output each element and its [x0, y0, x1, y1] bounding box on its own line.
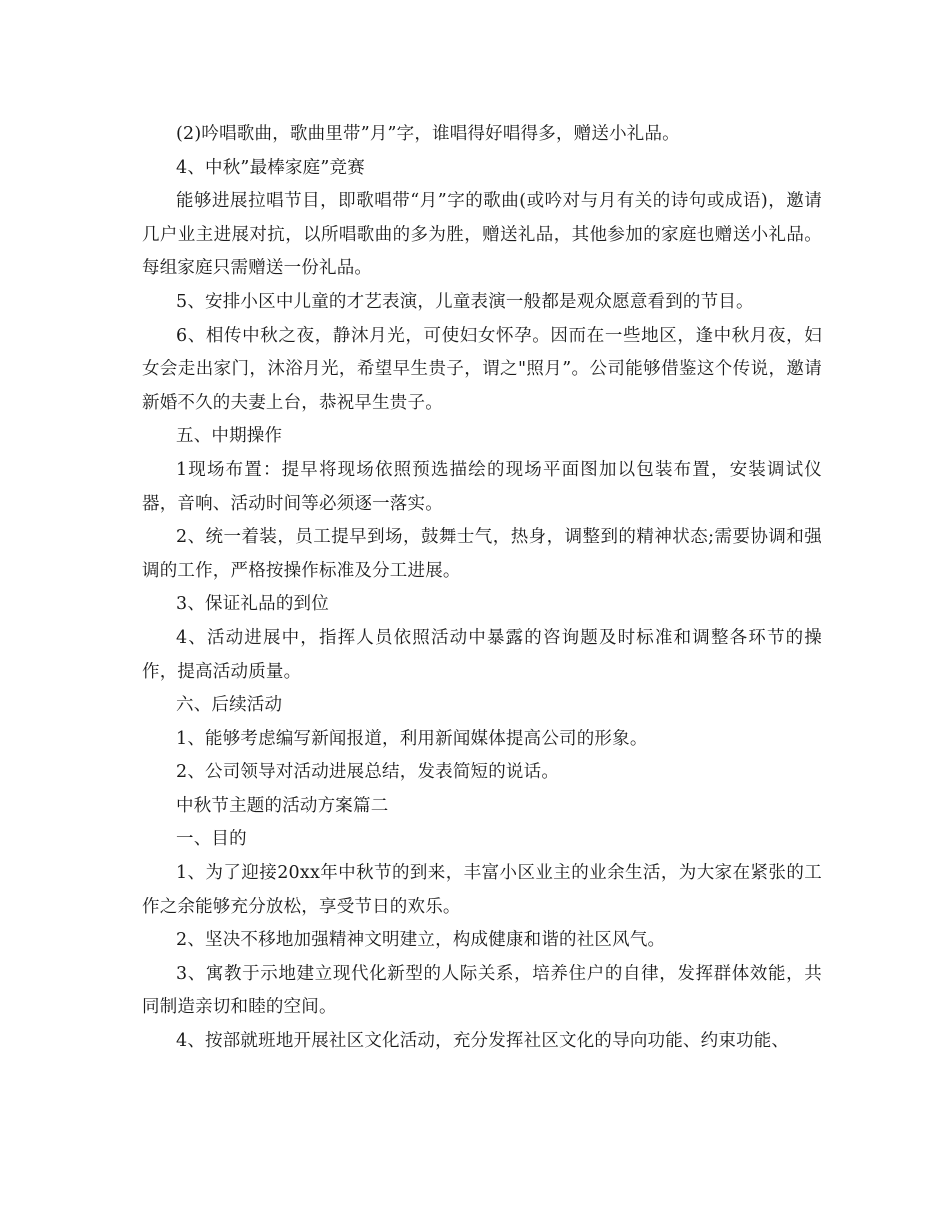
- section-heading: 五、中期操作: [176, 426, 283, 447]
- paragraph: 1、为了迎接20xx年中秋节的到来，丰富小区业主的业余生活，为大家在紧张的工作之余能够充分放松，享受节日的欢乐。: [142, 863, 822, 917]
- paragraph: 4、中秋”最棒家庭”竞赛: [176, 157, 365, 178]
- paragraph: 1现场布置：提早将现场依照预选描绘的现场平面图加以包装布置，安装调试仪器，音响、活动时间等必须逐一落实。: [142, 459, 822, 514]
- paragraph: 2、公司领导对活动进展总结，发表简短的说话。: [176, 762, 560, 783]
- section-heading: 六、后续活动: [176, 695, 283, 716]
- paragraph: 4、按部就班地开展社区文化活动，充分发挥社区文化的导向功能、约束功能、: [176, 1031, 790, 1052]
- paragraph: 能够进展拉唱节目，即歌唱带“月”字的歌曲(或吟对与月有关的诗句或成语)，邀请几户业主进展对抗，以所唱歌曲的多为胜，赠送礼品，其他参加的家庭也赠送小礼品。每组家庭只需赠送一份礼品。: [142, 191, 822, 279]
- document-body: [142, 118, 822, 1059]
- paragraph: (2)吟唱歌曲，歌曲里带”月”字，谁唱得好唱得多，赠送小礼品。: [176, 124, 680, 144]
- paragraph: 5、安排小区中儿童的才艺表演，儿童表演一般都是观众愿意看到的节目。: [176, 291, 754, 312]
- paragraph: 1、能够考虑编写新闻报道，利用新闻媒体提高公司的形象。: [176, 728, 648, 749]
- paragraph: 3、保证礼品的到位: [176, 594, 329, 615]
- section-heading: 一、目的: [176, 829, 247, 850]
- paragraph: 2、坚决不移地加强精神文明建立，构成健康和谐的社区风气。: [176, 930, 666, 951]
- paragraph: 2、统一着装，员工提早到场，鼓舞士气，热身，调整到的精神状态;需要协调和强调的工作，严格按操作标准及分工进展。: [142, 527, 822, 581]
- paragraph: 6、相传中秋之夜，静沐月光，可使妇女怀孕。因而在一些地区，逢中秋月夜，妇女会走出家门，沐浴月光，希望早生贵子，谓之"照月”。公司能够借鉴这个传说，邀请新婚不久的夫妻上台，恭祝早生贵子。: [142, 325, 822, 413]
- paragraph: 3、寓教于示地建立现代化新型的人际关系，培养住户的自律，发挥群体效能，共同制造亲切和睦的空间。: [142, 963, 822, 1018]
- document-subtitle: 中秋节主题的活动方案篇二: [176, 795, 389, 816]
- paragraph: 4、活动进展中，指挥人员依照活动中暴露的咨询题及时标准和调整各环节的操作，提高活动质量。: [142, 627, 822, 682]
